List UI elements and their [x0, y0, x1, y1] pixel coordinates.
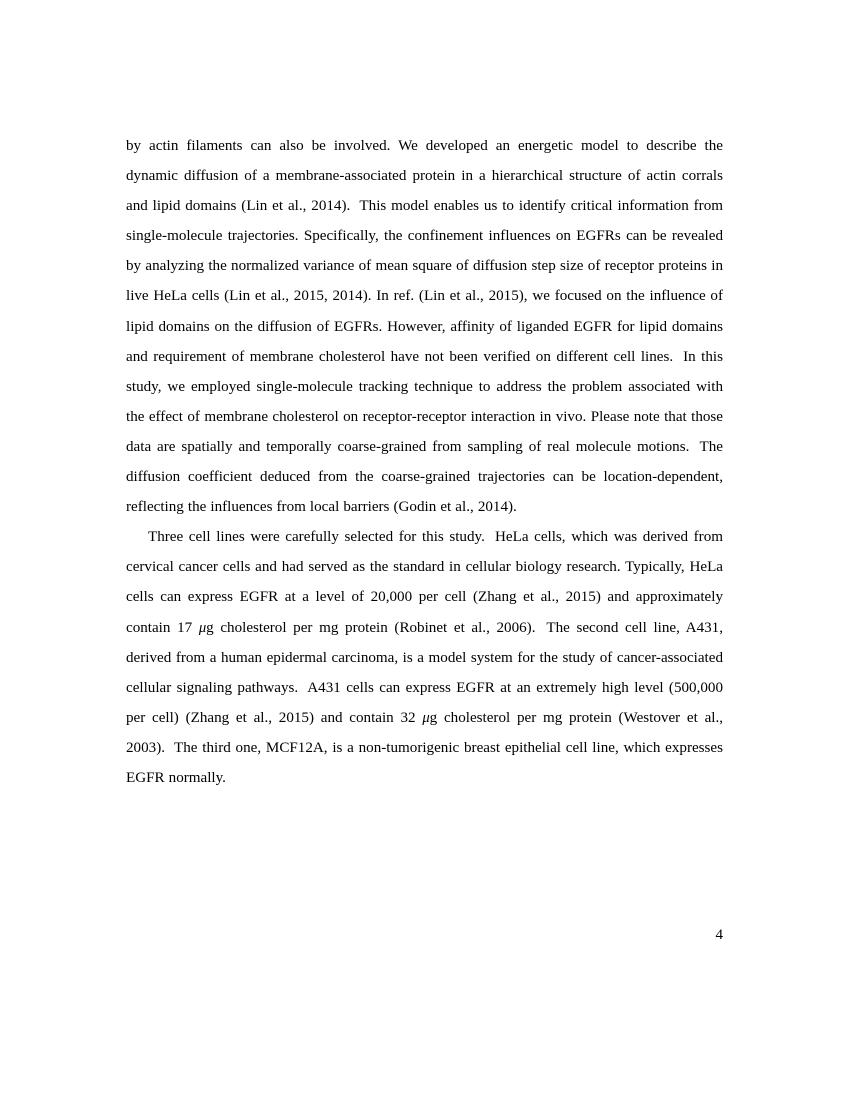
paragraph-2-sentence-5: A431 cells can express EGFR at an extremely high level (500,000 per cell) (Zhang et al., 2015) and contain 32	[126, 679, 724, 726]
paragraph-1-sentence-1: by actin filaments can also be involved. We developed an energetic model to describe the dynamic diffusion of a membrane-associated protein in a hierarchical structure of actin corrals and lipid domains (Lin et al., 2014).	[126, 138, 723, 215]
paragraph-1-sentence-2: This model enables us to identify critical information from single-molecule trajectories. Specifically, the confinement influences on EGFRs can be revealed by analyzing the normalized variance of mean square of diffusion step size of receptor proteins in live HeLa cells (Lin et al., 2015, 2014). In ref. (Lin et al., 2015), we focused on the influence of lipid domains on the diffusion of EGFRs. However, affinity of liganded EGFR for lipid domains and requirement of membrane cholesterol have not been verified on different cell lines.	[126, 198, 723, 365]
paragraph-2-sentence-1: Three cell lines were carefully selected for this study.	[148, 529, 485, 546]
paragraph-2-sentence-4: The second cell line, A431, derived from a human epidermal carcinoma, is a model system for the study of cancer-associated cellular signaling pathways.	[126, 619, 723, 696]
paragraph-2-sentence-7: The third one, MCF12A, is a non-tumorigenic breast epithelial cell line, which expresses EGFR normally.	[126, 739, 723, 786]
paragraph-2-sentence-3: g cholesterol per mg protein (Robinet et al., 2006).	[206, 619, 536, 636]
micro-symbol: μ	[198, 619, 207, 636]
paragraph-1-sentence-3: In this study, we employed single-molecule tracking technique to address the problem associated with the effect of membrane cholesterol on receptor-receptor interaction in vivo. Please note that those data are spatially and temporally coarse-grained from sampling of real molecule motions.	[126, 348, 723, 455]
micro-symbol: μ	[422, 709, 430, 726]
paragraph-2-sentence-6: g cholesterol per mg protein (Westover et al., 2003).	[126, 709, 724, 756]
paragraph-cell-lines	[126, 522, 723, 793]
paragraph-2-sentence-2: HeLa cells, which was derived from cervical cancer cells and had served as the standard in cellular biology research. Typically, HeLa cells can express EGFR at a level of 20,000 per cell (Zhang et al., 2015) and approximately contain 17	[126, 529, 723, 636]
page-number: 4	[715, 927, 723, 943]
paragraph-1-sentence-4: The diffusion coefficient deduced from the coarse-grained trajectories can be location-dependent, reflecting the influences from local barriers (Godin et al., 2014).	[126, 438, 723, 516]
paragraph-intro-model	[126, 131, 723, 522]
body-text-column	[126, 131, 723, 793]
